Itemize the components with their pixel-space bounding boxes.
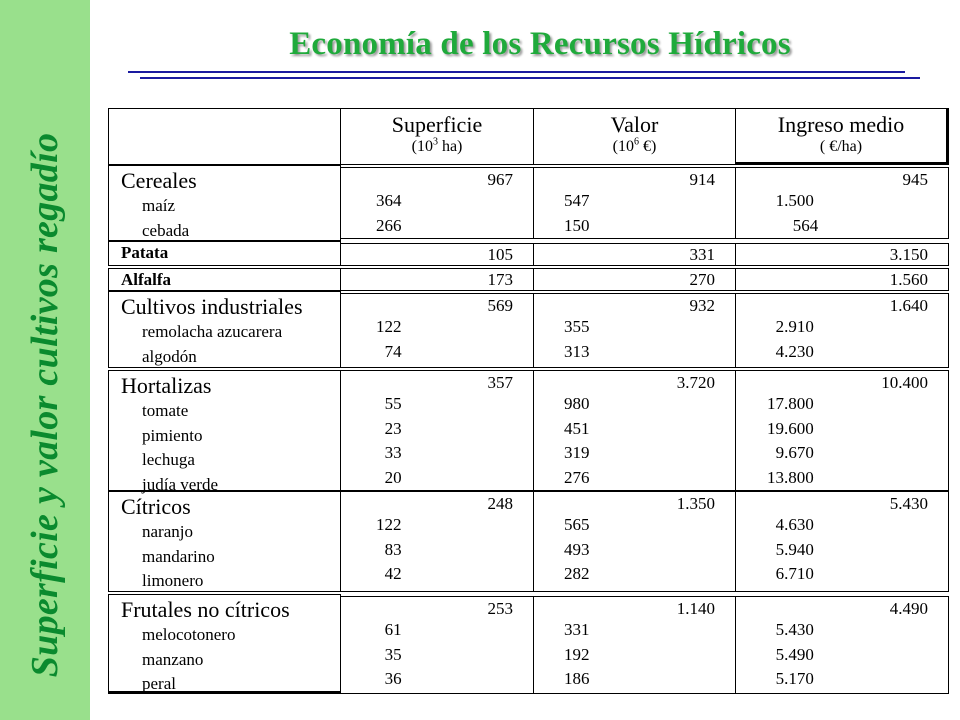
subitem-name: lechuga (142, 450, 195, 469)
subitem-superficie: 122 (376, 515, 402, 534)
subitem-valor: 493 (564, 539, 590, 559)
subitem-valor: 319 (564, 443, 590, 462)
unit-text: ha) (437, 138, 463, 155)
subitem-valor: 451 (564, 418, 590, 438)
subitem-name: melocotonero (142, 625, 236, 644)
group-name: Hortalizas (121, 373, 212, 398)
subitem-valor: 565 (564, 515, 590, 534)
subitem-name: limonero (142, 571, 204, 590)
group-name: Alfalfa (121, 270, 172, 289)
group-label-cell (108, 370, 341, 494)
group-label-cell (108, 165, 341, 241)
subitem-name: remolacha azucarera (142, 322, 283, 341)
header-label: Valor (610, 112, 659, 137)
subitem-superficie: 42 (384, 564, 402, 583)
group-ingreso-total: 945 (902, 170, 928, 189)
group-valor-cell (533, 167, 736, 239)
group-superficie-total: 248 (487, 494, 513, 513)
subitem-superficie: 55 (384, 394, 402, 413)
group-ingreso-cell (735, 167, 949, 239)
unit-text: €) (639, 138, 657, 155)
subitem-superficie: 20 (384, 467, 402, 487)
header-unit (341, 137, 533, 157)
group-ingreso-cell (735, 596, 949, 694)
subitem-superficie: 61 (384, 620, 402, 639)
subitem-valor: 276 (564, 467, 590, 487)
group-superficie-cell (340, 293, 534, 368)
group-valor-total: 932 (689, 296, 715, 315)
unit-text: ( €/ha) (819, 138, 863, 155)
group-valor-cell (533, 268, 736, 291)
group-ingreso-cell (735, 268, 949, 291)
group-valor-cell (533, 243, 736, 266)
group-ingreso-cell (735, 243, 949, 266)
subitem-name: mandarino (142, 546, 215, 566)
group-name: Frutales no cítricos (121, 597, 290, 622)
group-superficie-total: 357 (487, 373, 513, 392)
subitem-name: maíz (142, 196, 176, 215)
subitem-name: tomate (142, 401, 189, 420)
group-ingreso-total: 3.150 (889, 245, 928, 264)
group-ingreso-cell (735, 293, 949, 368)
title-rule-top (128, 71, 905, 73)
group-label-cell (108, 291, 341, 368)
group-valor-total: 270 (689, 270, 715, 289)
subitem-ingreso: 5.170 (775, 669, 814, 688)
group-ingreso-total: 5.430 (889, 494, 928, 513)
unit-exponent: 6 (634, 136, 639, 148)
group-label-cell (108, 491, 341, 592)
subitem-ingreso: 5.430 (775, 620, 814, 639)
subitem-ingreso: 9.670 (775, 443, 814, 462)
group-name: Cultivos industriales (121, 294, 303, 319)
header-label: Ingreso medio (777, 112, 905, 137)
group-ingreso-cell (735, 370, 949, 491)
subitem-valor: 547 (564, 191, 590, 210)
sidebar-title: Superficie y valor cultivos regadío (24, 132, 66, 678)
group-ingreso-total: 1.560 (889, 270, 928, 289)
subitem-name: peral (142, 674, 176, 693)
header-superficie (340, 108, 534, 165)
subitem-valor: 282 (564, 564, 590, 583)
group-superficie-total: 105 (487, 245, 513, 264)
subitem-ingreso: 4.230 (775, 341, 814, 361)
subitem-name: naranjo (142, 522, 193, 541)
subitem-name: manzano (142, 649, 204, 669)
subitem-superficie: 266 (376, 215, 402, 235)
group-valor-total: 1.350 (676, 494, 715, 513)
subitem-name: judía verde (142, 474, 218, 494)
unit-text: (10 (411, 138, 433, 155)
group-superficie-total: 173 (487, 270, 513, 289)
group-valor-total: 3.720 (676, 373, 715, 392)
group-ingreso-total: 10.400 (881, 373, 928, 392)
group-superficie-cell (340, 596, 534, 694)
group-ingreso-cell (735, 491, 949, 592)
group-superficie-cell (340, 268, 534, 291)
subitem-ingreso: 4.630 (775, 515, 814, 534)
subitem-superficie: 364 (376, 191, 402, 210)
subitem-superficie: 74 (384, 341, 402, 361)
subitem-ingreso: 5.940 (775, 539, 814, 559)
subitem-valor: 355 (564, 317, 590, 336)
group-valor-cell (533, 293, 736, 368)
subitem-valor: 331 (564, 620, 590, 639)
header-corner (108, 108, 341, 165)
group-ingreso-total: 4.490 (889, 599, 928, 618)
group-superficie-total: 967 (487, 170, 513, 189)
subitem-ingreso: 17.800 (767, 394, 814, 413)
subitem-ingreso: 2.910 (775, 317, 814, 336)
header-unit (736, 137, 946, 157)
group-superficie-total: 569 (487, 296, 513, 315)
subitem-valor: 192 (564, 644, 590, 664)
group-label-cell (108, 241, 341, 266)
group-superficie-cell (340, 167, 534, 239)
subitem-valor: 313 (564, 341, 590, 361)
group-ingreso-total: 1.640 (889, 296, 928, 315)
subitem-valor: 186 (564, 669, 590, 688)
subitem-ingreso: 19.600 (767, 418, 814, 438)
unit-text: (10 (612, 138, 634, 155)
subitem-ingreso: 564 (792, 215, 819, 235)
subitem-superficie: 23 (384, 418, 402, 438)
group-label-cell (108, 268, 341, 291)
sidebar (0, 0, 90, 720)
group-valor-cell (533, 370, 736, 491)
subitem-ingreso: 6.710 (775, 564, 814, 583)
group-superficie-total: 253 (487, 599, 513, 618)
group-name: Cítricos (121, 494, 191, 519)
subitem-ingreso: 13.800 (767, 467, 814, 487)
title-rule-bottom (140, 77, 920, 79)
group-superficie-cell (340, 370, 534, 491)
subitem-superficie: 122 (376, 317, 402, 336)
subitem-superficie: 35 (384, 644, 402, 664)
subitem-name: cebada (142, 220, 190, 240)
subitem-valor: 980 (564, 394, 590, 413)
subitem-name: pimiento (142, 425, 203, 445)
subitem-valor: 150 (564, 215, 590, 235)
group-superficie-cell (340, 491, 534, 592)
header-unit (534, 137, 735, 157)
group-label-cell (108, 594, 341, 694)
subitem-ingreso: 1.500 (775, 191, 814, 210)
group-valor-total: 1.140 (676, 599, 715, 618)
page-title: Economía de los Recursos Hídricos (289, 26, 791, 62)
subitem-name: algodón (142, 346, 197, 366)
group-valor-total: 331 (689, 245, 715, 264)
group-name: Cereales (121, 168, 197, 193)
group-name: Patata (121, 243, 169, 262)
subitem-superficie: 83 (384, 539, 402, 559)
subitem-superficie: 36 (384, 669, 402, 688)
group-superficie-cell (340, 243, 534, 266)
header-label: Superficie (391, 112, 483, 137)
group-valor-cell (533, 491, 736, 592)
header-valor (533, 108, 736, 165)
unit-exponent: 3 (432, 136, 438, 148)
group-valor-cell (533, 596, 736, 694)
subitem-superficie: 33 (384, 443, 402, 462)
subitem-ingreso: 5.490 (775, 644, 814, 664)
header-ingreso (735, 108, 949, 165)
group-valor-total: 914 (689, 170, 715, 189)
